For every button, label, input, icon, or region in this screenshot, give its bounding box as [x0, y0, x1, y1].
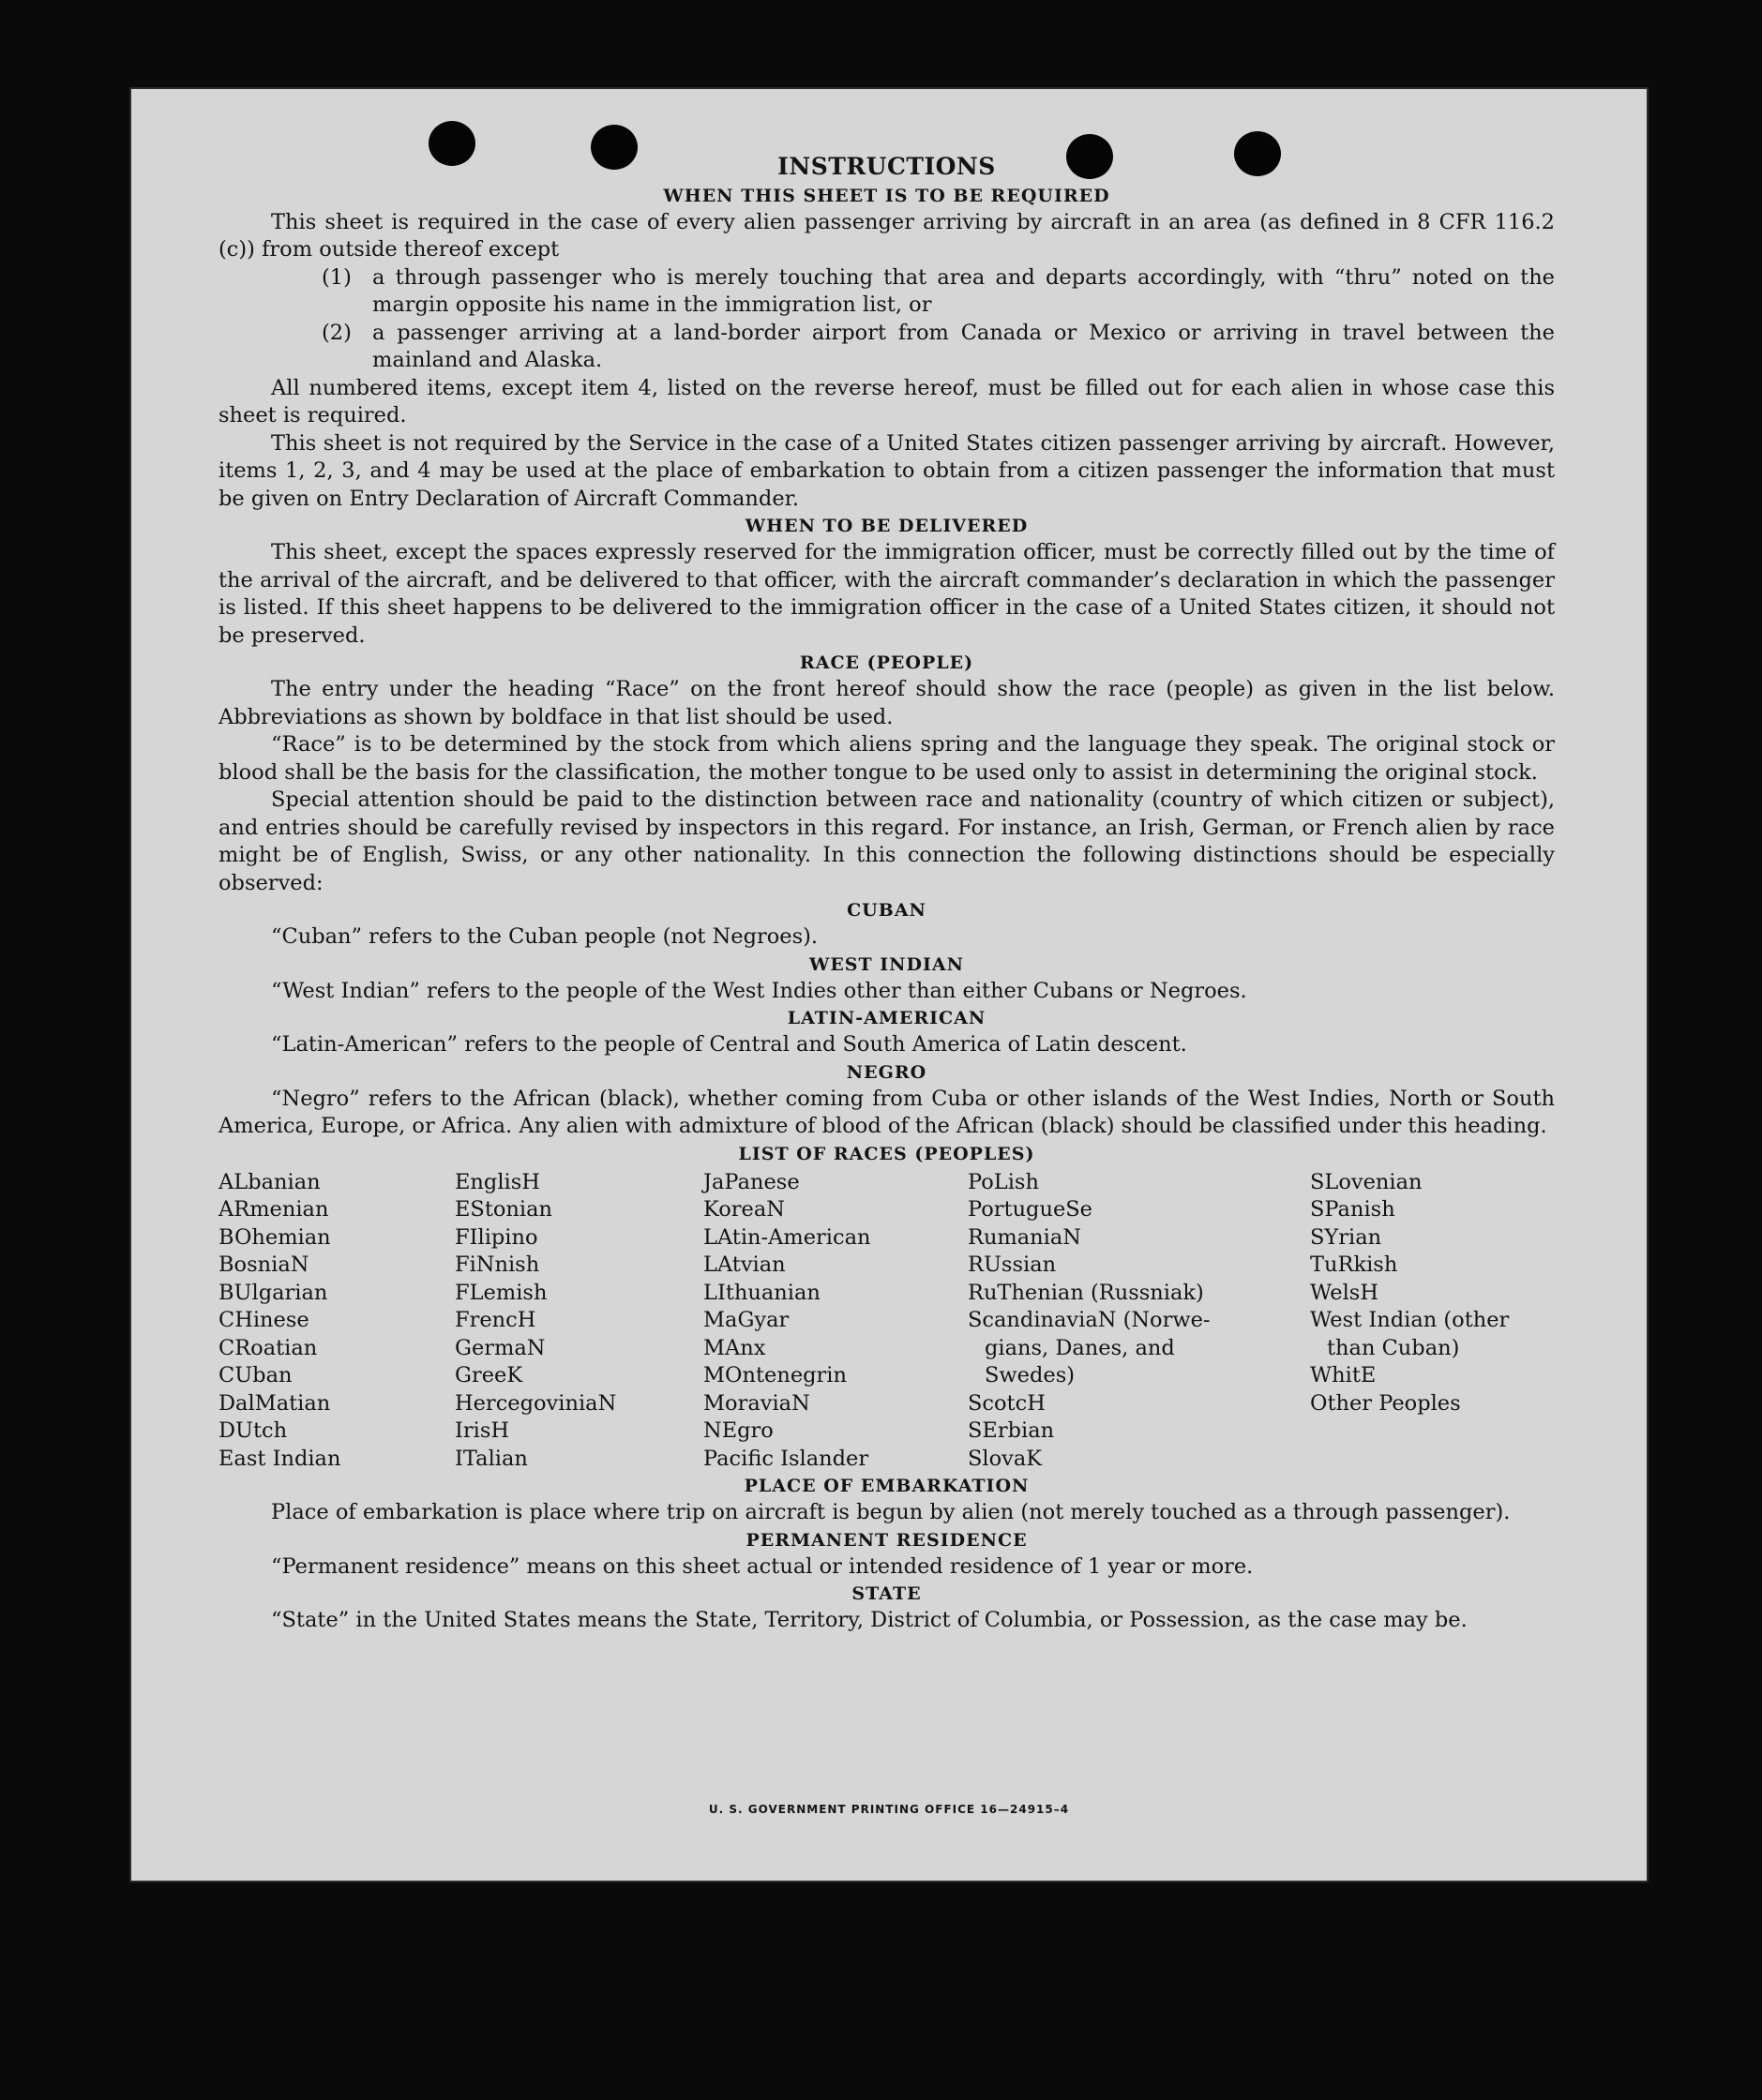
paragraph: “Latin-American” refers to the people of Central and South America of Latin descent.	[271, 1032, 1187, 1057]
race-entry: IrisH	[455, 1418, 510, 1443]
race-entry: SPanish	[1310, 1197, 1395, 1222]
race-entry: WhitE	[1310, 1363, 1377, 1388]
race-entry: East Indian	[218, 1446, 341, 1471]
race-entry: West Indian (other	[1310, 1308, 1510, 1332]
section-heading: WHEN THIS SHEET IS TO BE REQUIRED	[663, 185, 1110, 206]
race-entry: CHinese	[218, 1308, 309, 1332]
race-entry: RuThenian (Russniak)	[968, 1280, 1204, 1305]
race-entry: gians, Danes, and	[985, 1335, 1175, 1360]
race-entry: CRoatian	[218, 1335, 318, 1360]
race-entry: GreeK	[455, 1363, 523, 1388]
race-entry: NEgro	[703, 1418, 774, 1443]
paragraph: “West Indian” refers to the people of the West Indies other than either Cubans or Negroes.	[271, 978, 1247, 1003]
section-heading: LIST OF RACES (PEOPLES)	[738, 1143, 1035, 1164]
race-entry: SErbian	[968, 1418, 1055, 1443]
race-entry: PortugueSe	[968, 1197, 1093, 1222]
race-entry: JaPanese	[703, 1169, 800, 1194]
race-entry: FIlipino	[455, 1224, 538, 1250]
race-entry: TuRkish	[1310, 1252, 1398, 1277]
section-heading: RACE (PEOPLE)	[799, 652, 974, 673]
race-entry: than Cuban)	[1327, 1335, 1460, 1360]
paragraph: This sheet is not required by the Service in the case of a United States citizen passenger arriving by aircraft. However, items 1, 2, 3, and 4 may be used at the place of embarkation to obtain from a citizen passenger the information that must be given on Entry Declaration of Aircraft Commander.	[218, 430, 1555, 511]
list-number: (2)	[322, 320, 352, 345]
race-entry: MoraviaN	[703, 1390, 810, 1416]
race-entry: FLemish	[455, 1280, 548, 1305]
paragraph: This sheet, except the spaces expressly reserved for the immigration officer, must be correctly filled out by the time of the arrival of the aircraft, and be delivered to that officer, with the aircraft commander’s declaration in which the passenger is listed. If this sheet happens to be delivered to the immigration officer in the case of a United States citizen, it should not be preserved.	[218, 540, 1555, 648]
race-column	[968, 1169, 1310, 1474]
paragraph: “Cuban” refers to the Cuban people (not Negroes).	[271, 924, 819, 949]
race-entry: MOntenegrin	[703, 1363, 847, 1388]
race-entry: SlovaK	[968, 1446, 1043, 1471]
section-heading: STATE	[851, 1583, 922, 1604]
race-column	[1310, 1169, 1555, 1474]
paragraph: This sheet is required in the case of every alien passenger arriving by aircraft in an area (as defined in 8 CFR 116.2 (c)) from outside thereof except	[218, 209, 1555, 262]
paragraph: The entry under the heading “Race” on the front hereof should show the race (people) as given in the list below. Abbreviations as shown by boldface in that list should be used.	[218, 677, 1555, 729]
race-entry: Pacific Islander	[703, 1446, 869, 1471]
race-entry: EStonian	[455, 1197, 553, 1222]
race-entry: MAnx	[703, 1335, 766, 1360]
paragraph: Special attention should be paid to the distinction between race and nationality (country of which citizen or subject), and entries should be carefully revised by inspectors in this regard. For instance, an Irish, German, or French alien by race might be of English, Swiss, or any other nationality. In this connection the following distinctions should be especially observed:	[218, 788, 1555, 895]
section-heading: CUBAN	[847, 900, 926, 921]
race-entry: FrencH	[455, 1308, 536, 1332]
race-entry: PoLish	[968, 1169, 1039, 1194]
race-entry: DalMatian	[218, 1390, 331, 1416]
race-entry: SLovenian	[1310, 1169, 1423, 1194]
race-entry: ARmenian	[218, 1197, 329, 1222]
race-entry: ScandinaviaN (Norwe-	[968, 1308, 1211, 1332]
list-number: (1)	[322, 264, 352, 290]
race-entry: RUssian	[968, 1252, 1057, 1277]
section-heading: WHEN TO BE DELIVERED	[745, 516, 1029, 536]
section-heading: NEGRO	[846, 1061, 927, 1083]
list-item	[218, 264, 1555, 320]
race-entry: Swedes)	[985, 1363, 1076, 1388]
race-entry: FiNnish	[455, 1252, 540, 1277]
list-text: a passenger arriving at a land-border airport from Canada or Mexico or arriving in travel between the mainland and Alaska.	[372, 320, 1555, 372]
paragraph: Place of embarkation is place where trip on aircraft is begun by alien (not merely touched as a through passenger).	[271, 1500, 1511, 1524]
section-heading: PLACE OF EMBARKATION	[744, 1476, 1030, 1496]
paragraph: All numbered items, except item 4, listed on the reverse hereof, must be filled out for each alien in whose case this sheet is required.	[218, 375, 1555, 428]
paragraph: “Negro” refers to the African (black), whether coming from Cuba or other islands of the West Indies, North or South America, Europe, or Africa. Any alien with admixture of blood of the African (black) should be classified under this heading.	[218, 1086, 1555, 1138]
race-entry: EnglisH	[455, 1169, 540, 1194]
page-title: INSTRUCTIONS	[777, 153, 996, 180]
race-entry: BOhemian	[218, 1224, 331, 1250]
race-entry: HercegoviniaN	[455, 1390, 617, 1416]
race-entry: SYrian	[1310, 1224, 1382, 1250]
race-list	[218, 1169, 1555, 1474]
race-entry: ALbanian	[218, 1169, 321, 1194]
race-entry: DUtch	[218, 1418, 288, 1443]
race-entry: KoreaN	[703, 1197, 785, 1222]
section-heading: LATIN-AMERICAN	[787, 1008, 986, 1028]
paragraph: “State” in the United States means the State, Territory, District of Columbia, or Possession, as the case may be.	[271, 1608, 1468, 1632]
race-entry: BUlgarian	[218, 1280, 328, 1305]
race-entry: CUban	[218, 1363, 293, 1388]
race-entry: MaGyar	[703, 1308, 790, 1332]
race-entry: WelsH	[1310, 1280, 1378, 1305]
race-entry: BosniaN	[218, 1252, 309, 1277]
race-column	[703, 1169, 968, 1474]
race-entry: LIthuanian	[703, 1280, 821, 1305]
race-entry: Other Peoples	[1310, 1390, 1461, 1416]
race-column	[455, 1169, 703, 1474]
race-entry: ITalian	[455, 1446, 528, 1471]
printer-imprint: U. S. GOVERNMENT PRINTING OFFICE 16—24915–4	[708, 1803, 1070, 1816]
race-entry: RumaniaN	[968, 1224, 1081, 1250]
list-item	[218, 320, 1555, 375]
document-page	[129, 87, 1649, 1882]
race-entry: LAtvian	[703, 1252, 786, 1277]
race-entry: ScotcH	[968, 1390, 1046, 1416]
instructions-body	[218, 153, 1555, 1635]
list-text: a through passenger who is merely touching that area and departs accordingly, with “thru” noted on the margin opposite his name in the immigration list, or	[372, 264, 1555, 317]
race-entry: GermaN	[455, 1335, 546, 1360]
race-column	[218, 1169, 455, 1474]
race-entry: LAtin-American	[703, 1224, 871, 1250]
section-heading: PERMANENT RESIDENCE	[745, 1529, 1028, 1551]
paragraph: “Race” is to be determined by the stock from which aliens spring and the language they speak. The original stock or blood shall be the basis for the classification, the mother tongue to be used only to assist in determining the original stock.	[218, 732, 1555, 785]
section-heading: WEST INDIAN	[808, 953, 965, 975]
paragraph: “Permanent residence” means on this sheet actual or intended residence of 1 year or more.	[271, 1553, 1254, 1579]
